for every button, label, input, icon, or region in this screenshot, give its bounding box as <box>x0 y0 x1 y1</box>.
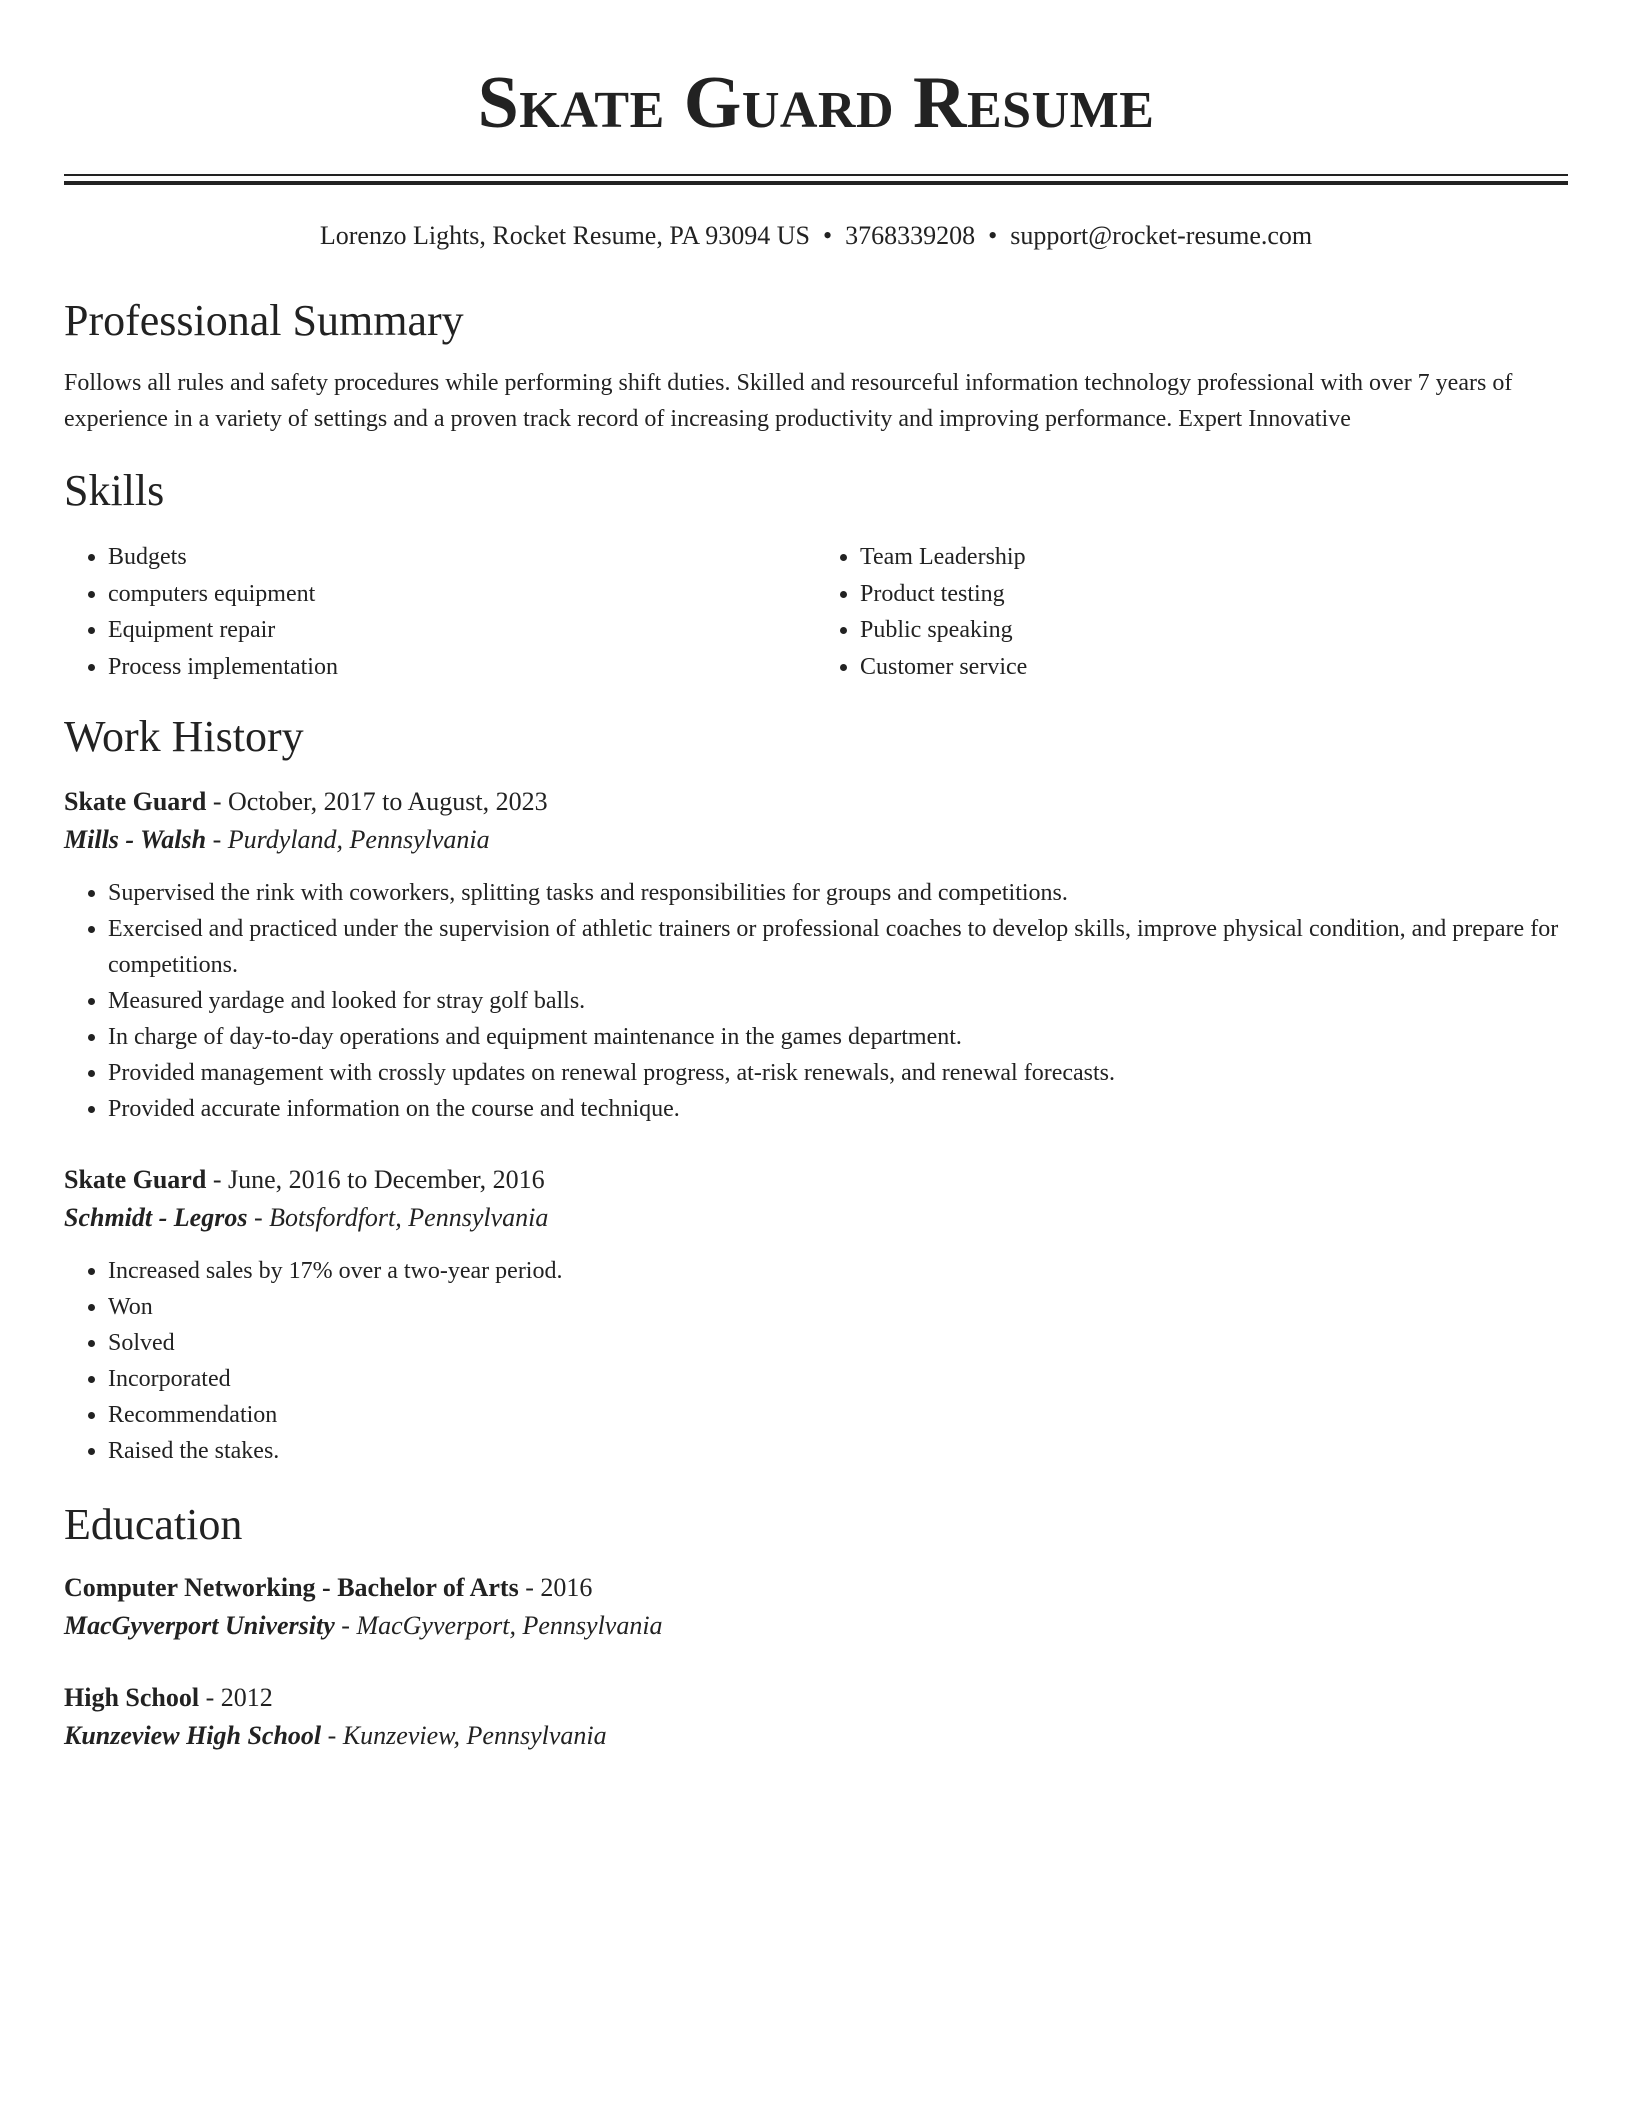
duty-item: • Measured yardage and looked for stray golf balls. <box>108 983 1568 1019</box>
education-school: Kunzeview High School <box>64 1721 322 1750</box>
skills-column-right <box>816 539 1568 685</box>
section-heading-education: Education <box>64 1500 243 1549</box>
education-year: - 2016 <box>518 1573 593 1602</box>
duty-item: • Incorporated <box>108 1361 1568 1397</box>
section-heading-summary: Professional Summary <box>64 296 464 345</box>
job-title-line <box>64 783 1568 821</box>
contact-address: Lorenzo Lights, Rocket Resume, PA 93094 US <box>319 221 810 250</box>
duty-item: • Supervised the rink with coworkers, splitting tasks and responsibilities for groups and competitions. <box>108 875 1568 911</box>
education-degree-line <box>64 1679 1568 1717</box>
section-heading-work-history: Work History <box>64 712 304 761</box>
skill-item: • computers equipment <box>108 576 816 613</box>
skill-item: • Public speaking <box>860 612 1568 649</box>
education-year: - 2012 <box>199 1683 273 1712</box>
job-company-line <box>64 1199 1568 1237</box>
education-degree: High School <box>64 1683 200 1712</box>
duty-item: • In charge of day-to-day operations and equipment maintenance in the games department. <box>108 1019 1568 1055</box>
duty-item: • Exercised and practiced under the supervision of athletic trainers or professional coaches to develop skills, improve physical condition, and prepare for competitions. <box>108 911 1568 983</box>
duty-item: • Recommendation <box>108 1397 1568 1433</box>
contact-phone: 3768339208 <box>845 221 976 250</box>
education-location: - Kunzeview, Pennsylvania <box>321 1721 607 1750</box>
section-heading-skills: Skills <box>64 466 165 515</box>
duty-item: • Solved <box>108 1325 1568 1361</box>
job-company: Mills - Walsh <box>64 825 207 854</box>
skill-item: • Budgets <box>108 539 816 576</box>
contact-email: support@rocket-resume.com <box>1010 221 1313 250</box>
resume-title: Skate Guard Resume <box>477 62 1155 144</box>
skill-item: • Process implementation <box>108 649 816 686</box>
job-location: - Botsfordfort, Pennsylvania <box>247 1203 549 1232</box>
job-title: Skate Guard <box>64 787 207 816</box>
education-school-line <box>64 1607 1568 1645</box>
job-entry <box>64 1161 1568 1469</box>
title-divider <box>64 174 1568 185</box>
job-title: Skate Guard <box>64 1165 207 1194</box>
duty-item: • Raised the stakes. <box>108 1433 1568 1469</box>
skill-item: • Team Leadership <box>860 539 1568 576</box>
job-entry <box>64 783 1568 1127</box>
education-school-line <box>64 1717 1568 1755</box>
job-dates: - October, 2017 to August, 2023 <box>206 787 548 816</box>
skills-grid <box>64 539 1568 685</box>
duty-item: • Increased sales by 17% over a two-year period. <box>108 1253 1568 1289</box>
job-title-line <box>64 1161 1568 1199</box>
skill-item: • Customer service <box>860 649 1568 686</box>
education-entry <box>64 1569 1568 1645</box>
job-dates: - June, 2016 to December, 2016 <box>206 1165 545 1194</box>
job-company: Schmidt - Legros <box>64 1203 248 1232</box>
job-duties <box>64 1253 1568 1469</box>
education-degree: Computer Networking - Bachelor of Arts <box>64 1573 519 1602</box>
duty-item: • Won <box>108 1289 1568 1325</box>
job-company-line <box>64 821 1568 859</box>
education-school: MacGyverport University <box>64 1611 335 1640</box>
education-location: - MacGyverport, Pennsylvania <box>334 1611 663 1640</box>
summary-text: Follows all rules and safety procedures while performing shift duties. Skilled and resourceful information technology professional with over 7 years of experience in a variety of settings and a proven track record of increasing productivity and improving performance. Expert Innovative <box>64 370 1513 432</box>
job-duties <box>64 875 1568 1127</box>
contact-line <box>64 219 1568 253</box>
duty-item: • Provided management with crossly updates on renewal progress, at-risk renewals, and renewal forecasts. <box>108 1055 1568 1091</box>
contact-separator: • <box>988 221 998 250</box>
skills-column-left <box>64 539 816 685</box>
job-location: - Purdyland, Pennsylvania <box>206 825 490 854</box>
education-degree-line <box>64 1569 1568 1607</box>
contact-separator: • <box>823 221 833 250</box>
duty-item: • Provided accurate information on the course and technique. <box>108 1091 1568 1127</box>
education-entry <box>64 1679 1568 1755</box>
skill-item: • Equipment repair <box>108 612 816 649</box>
skill-item: • Product testing <box>860 576 1568 613</box>
